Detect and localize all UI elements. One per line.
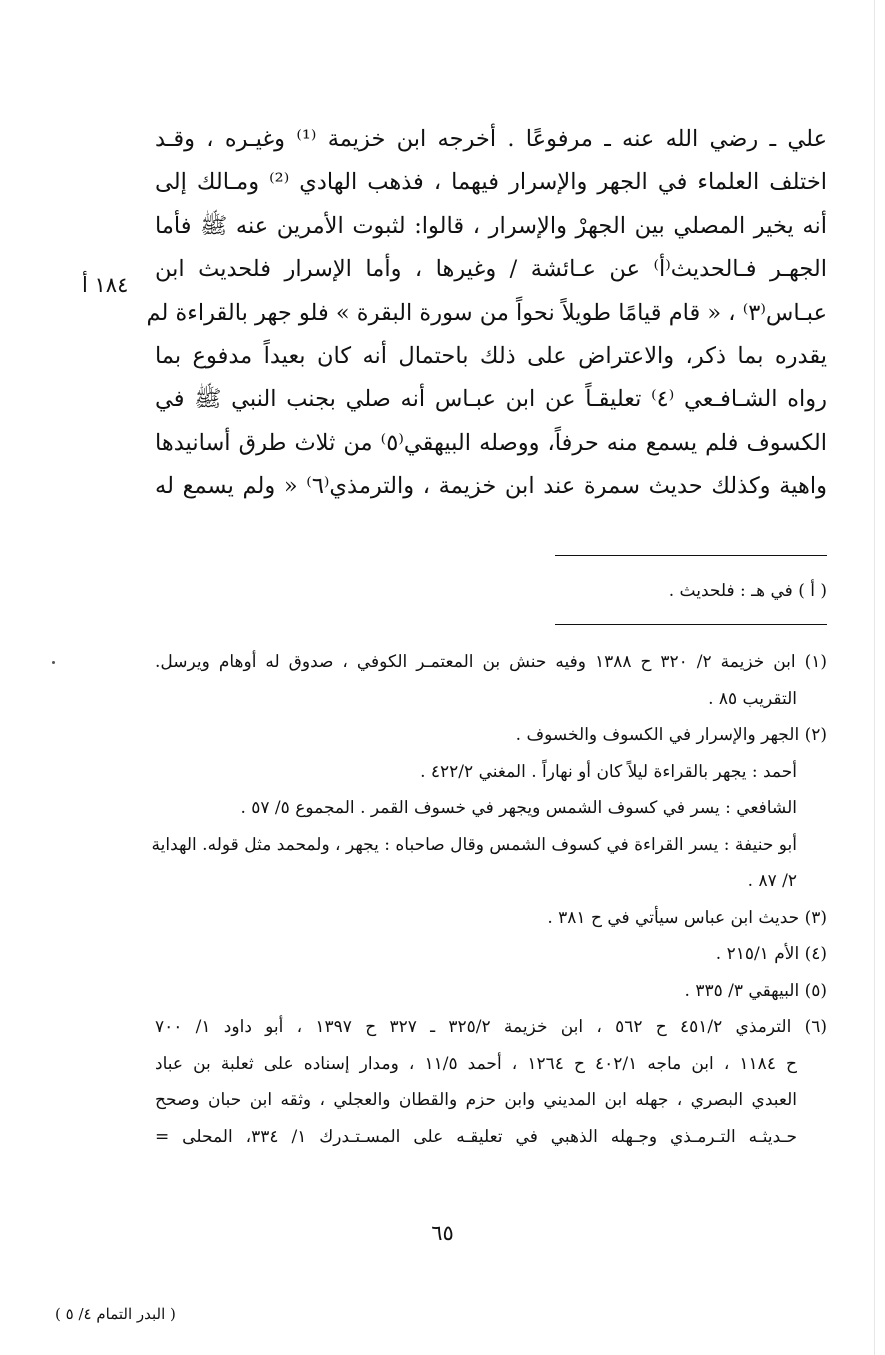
footnote-separator-rule — [555, 624, 827, 625]
main-text-line: أنه يخير المصلي بين الجهرْ والإسرار ، قالوا: لثبوت الأمرين عنه ﷺ فأما — [155, 212, 827, 239]
page-edge-line — [874, 0, 875, 1355]
footnote-line: ٢/ ٨٧ . — [747, 871, 797, 891]
running-footer-signature: ( البدر التمام ٤/ ٥ ) — [55, 1305, 176, 1323]
footnote-line: أحمد : يجهر بالقراءة ليلاً كان أو نهاراً . المغني ٤٢٢/٢ . — [420, 761, 797, 782]
variant-separator-rule — [555, 555, 827, 556]
footnote-line: (٣) حديث ابن عباس سيأتي في ح ٣٨١ . — [547, 907, 827, 928]
footnote-line: ح ١١٨٤ ، ابن ماجه ٤٠٢/١ ح ١٢٦٤ ، أحمد ١١/٥ ، ومدار إسناده على ثعلبة بن عباد — [155, 1053, 798, 1074]
footnote-line: (١) ابن خزيمة ٢/ ٣٢٠ ح ١٣٨٨ وفيه حنش بن المعتمـر الكوفي ، صدوق له أوهام ويرسل. — [155, 652, 827, 672]
main-text-line: رواه الشـافـعي ⁽٤⁾ تعليقـاً عن ابن عبـاس أنه صلي بجنب النبي ﷺ في — [155, 386, 827, 413]
main-text-line: واهية وكذلك حديث سمرة عند ابن خزيمة ، والترمذي⁽٦⁾ « ولم يسمع له — [155, 473, 827, 500]
footnote-line: (٦) الترمذي ٤٥١/٢ ح ٥٦٢ ، ابن خزيمة ٣٢٥/٢ ـ ٣٢٧ ح ١٣٩٧ ، أبو داود ١/ ٧٠٠ — [155, 1017, 827, 1037]
main-text-line: اختلف العلماء في الجهر والإسرار فيهما ، فذهب الهادي ⁽²⁾ ومـالك إلى — [155, 169, 827, 196]
page-number: ٦٥ — [431, 1221, 454, 1245]
scan-speck — [52, 661, 55, 664]
footnote-line: (٥) البيهقي ٣/ ٣٣٥ . — [684, 980, 827, 1001]
manuscript-folio-marker: ١٨٤ أ — [82, 273, 129, 297]
footnote-line: حـديثـه التـرمـذي وجـهله الذهبي في تعليقـه على المسـتـدرك ١/ ٣٣٤، المحلى = — [155, 1126, 797, 1147]
footnote-line: أبو حنيفة : يسر القراءة في كسوف الشمس وقال صاحباه : يجهر ، ولمحمد مثل قوله. الهداية — [151, 834, 797, 855]
main-text-line: الجهـر فـالحديث⁽أ⁾ عن عـائشة / وغيرها ، وأما الإسرار فلحديث ابن — [155, 256, 827, 283]
main-text-block — [146, 118, 827, 509]
footnote-line: التقريب ٨٥ . — [708, 688, 797, 709]
footnote-line: (٢) الجهر والإسرار في الكسوف والخسوف . — [515, 725, 827, 745]
main-text-line: الكسوف فلم يسمع منه حرفاً، ووصله البيهقي⁽٥⁾ من ثلاث طرق أسانيدها — [155, 429, 827, 456]
footnote-line: العبدي البصري ، جهله ابن المديني وابن حزم والقطان والعجلي ، وثقه ابن حبان وصحح — [155, 1090, 797, 1110]
main-text-line: يقدره بما ذكر، والاعتراض على ذلك باحتمال أنه كان بعيداً مدفوع بما — [155, 342, 827, 369]
manuscript-variant-note: ( أ ) في هـ : فلحديث . — [668, 581, 827, 601]
footnote-line: الشافعي : يسر في كسوف الشمس ويجهر في خسوف القمر . المجموع ٥/ ٥٧ . — [240, 798, 797, 818]
footnote-line: (٤) الأم ٢١٥/١ . — [715, 944, 827, 964]
main-text-line: علي ـ رضي الله عنه ـ مرفوعًا . أخرجه ابن خزيمة ⁽¹⁾ وغيـره ، وقـد — [155, 126, 827, 152]
footnotes-block — [151, 644, 827, 1155]
main-text-line: عبـاس⁽٣⁾ ، « قام قيامًا طويلاً نحواً من سورة البقرة » فلو جهر بالقراءة لم — [146, 299, 827, 326]
